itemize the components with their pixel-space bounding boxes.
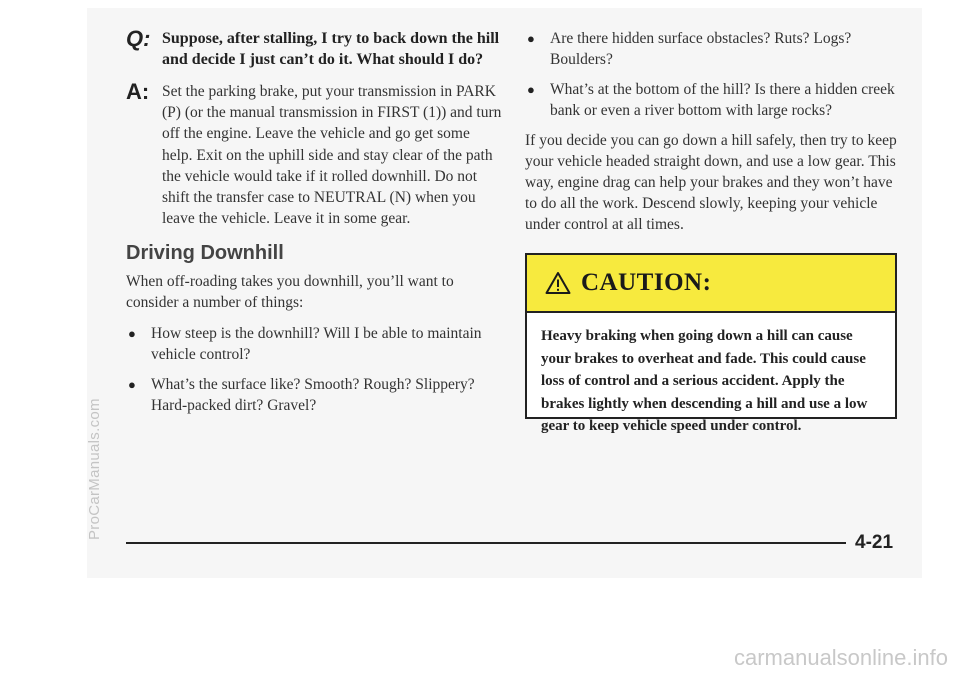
bullet-icon: ● bbox=[128, 377, 136, 393]
list-item bbox=[525, 79, 897, 121]
list-item-text: How steep is the downhill? Will I be able to maintain vehicle control? bbox=[151, 325, 482, 364]
list-item-text: What’s the surface like? Smooth? Rough? Slippery? Hard-packed dirt? Gravel? bbox=[151, 376, 475, 415]
list-item bbox=[126, 374, 504, 416]
question-mark-label: Q: bbox=[126, 26, 151, 51]
caution-box bbox=[525, 253, 897, 434]
answer-mark-label: A: bbox=[126, 79, 150, 104]
bottom-watermark: carmanualsonline.info bbox=[733, 645, 948, 670]
list-item bbox=[126, 323, 504, 365]
list-item bbox=[525, 28, 897, 70]
right-bullet-list bbox=[525, 28, 897, 121]
warning-triangle-icon bbox=[545, 271, 571, 295]
left-bullet-list bbox=[126, 323, 504, 416]
side-watermark: ProCarManuals.com bbox=[86, 398, 103, 540]
answer-text: Set the parking brake, put your transmission in PARK (P) (or the manual transmission in FIRST (1)) and turn off the engine. Leave the vehicle and go get some help. Exit on the uphill side and stay clear of the path the vehicle would take if it rolled downhill. Do not shift the transfer case to NEUTRAL (N) when you leave the vehicle. Leave it in some gear. bbox=[162, 83, 502, 228]
bullet-icon: ● bbox=[128, 326, 136, 342]
list-item-text: Are there hidden surface obstacles? Ruts? Logs? Boulders? bbox=[550, 30, 852, 68]
bullet-icon: ● bbox=[527, 31, 535, 46]
section-intro: When off-roading takes you downhill, you’ll want to consider a number of things: bbox=[126, 273, 454, 312]
caution-header bbox=[527, 255, 895, 313]
answer-block bbox=[126, 81, 504, 229]
bullet-icon: ● bbox=[527, 82, 535, 97]
question-block bbox=[126, 28, 504, 70]
section-heading: Driving Downhill bbox=[126, 242, 284, 265]
page-number: 4-21 bbox=[855, 532, 894, 553]
list-item-text: What’s at the bottom of the hill? Is there a hidden creek bank or even a river bottom with large rocks? bbox=[550, 81, 895, 119]
downhill-advice-paragraph: If you decide you can go down a hill safely, then try to keep your vehicle headed straight down, and use a low gear. This way, engine drag can help your brakes and they won’t have to do all the work. Descend slowly, keeping your vehicle under control at all times. bbox=[525, 132, 897, 233]
caution-text: Heavy braking when going down a hill can cause your brakes to overheat and fade. This could cause loss of control and a serious accident. Apply the brakes lightly when descending a hill and use a low gear to keep vehicle speed under control. bbox=[541, 328, 868, 434]
caution-title: CAUTION: bbox=[581, 269, 712, 296]
question-text: Suppose, after stalling, I try to back down the hill and decide I just can’t do it. What should I do? bbox=[162, 30, 500, 68]
footer-rule bbox=[126, 542, 846, 544]
right-column bbox=[525, 28, 897, 434]
left-column bbox=[126, 28, 504, 425]
